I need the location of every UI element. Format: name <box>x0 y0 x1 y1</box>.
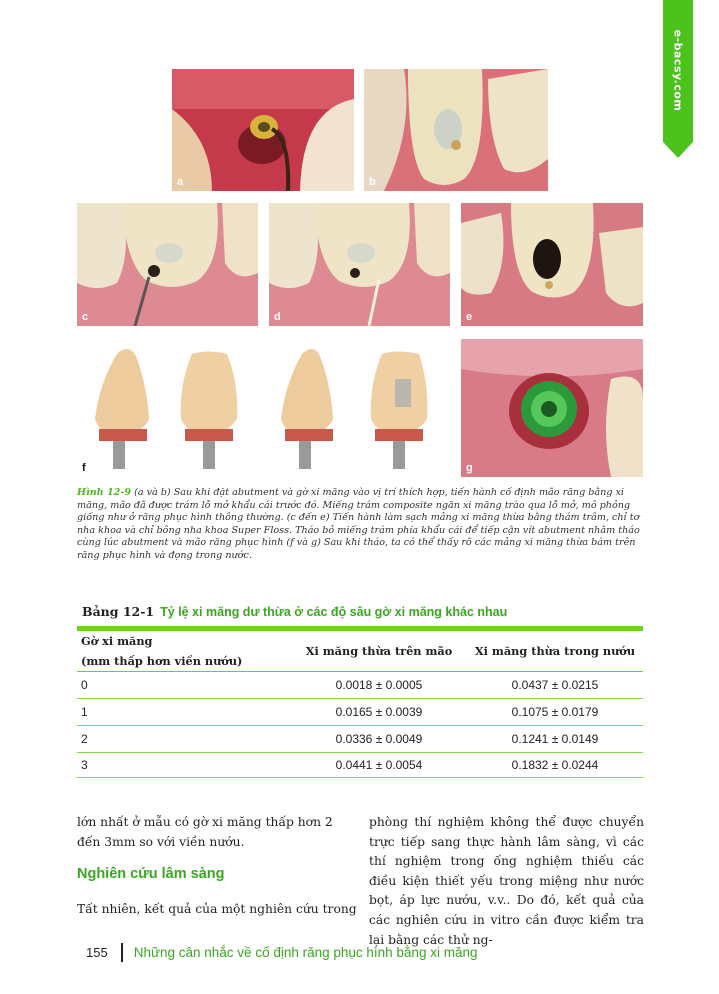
table-header-row <box>77 631 643 672</box>
table-row <box>77 672 643 699</box>
body-paragraph: Tất nhiên, kết quả của một nghiên cứu trong <box>77 902 357 916</box>
table-header-gingiva: Xi măng thừa trong nướu <box>474 644 636 658</box>
table-cell-depth: 1 <box>81 705 88 719</box>
table-cell-crown: 0.0165 ± 0.0039 <box>335 705 423 719</box>
body-left-column <box>77 813 359 852</box>
panel-letter-f: f <box>82 462 86 474</box>
table-row <box>77 753 643 778</box>
table-cell-crown: 0.0441 ± 0.0054 <box>335 758 423 772</box>
table-cell-depth: 2 <box>81 732 88 746</box>
body-paragraph: phòng thí nghiệm không thể được chuyển trực tiếp sang thực hành lâm sàng, vì các thí nghiệm trong ống nghiệm thiếu các điều kiện thiết yếu trong miệng như nước bọt, áp lực nướu, v.v.. Do đó, kết quả của các nghiên cứu in vitro cần được kiểm tra lại bằng các thử ng- <box>369 815 644 947</box>
figure-panel-f <box>77 339 449 477</box>
table-cell-crown: 0.0018 ± 0.0005 <box>335 678 423 692</box>
body-right-column <box>369 813 644 950</box>
figure-panel-c <box>77 203 258 326</box>
figure-caption <box>77 487 644 563</box>
panel-letter-b: b <box>369 176 376 188</box>
table-cell-depth: 0 <box>81 678 88 692</box>
table-row <box>77 726 643 753</box>
panel-letter-d: d <box>274 311 281 323</box>
table-cell-gingiva: 0.1075 ± 0.0179 <box>511 705 599 719</box>
panel-letter-g: g <box>466 462 473 474</box>
figure-panel-d <box>269 203 450 326</box>
table-cell-gingiva: 0.1241 ± 0.0149 <box>511 732 599 746</box>
body-paragraph: lớn nhất ở mẫu có gờ xi măng thấp hơn 2 đến 3mm so với viền nướu. <box>77 815 333 849</box>
figure-caption-label: Hình 12-9 <box>77 487 132 498</box>
running-title: Những cân nhắc về cố định răng phục hình bằng xi măng <box>133 944 478 960</box>
page-footer <box>86 942 477 962</box>
figure-panel-a <box>172 69 354 191</box>
panel-letter-c: c <box>82 311 89 323</box>
table-row <box>77 699 643 726</box>
footer-separator <box>121 943 123 962</box>
figure-caption-text: (a và b) Sau khi đặt abutment và gờ xi măng vào vị trí thích hợp, tiến hành cố định mão răng bằng xi măng, mão đã được trám lỗ mở khẩu cái trước đó. Miếng trám composite ngăn xi măng trào qua lỗ mở, mô phỏng giống như ở răng phục hình thông thường. (c đến e) Tiến hành làm sạch mảng xi măng thừa bằng thám trâm, chỉ tơ nha khoa và chỉ bông nha khoa Super Floss. Tháo bỏ miếng trám phía khẩu cái để tiếp cận vít abutment nhằm tháo cùng lúc abutment và mão răng phục hình (f và g) Sau khi tháo, ta có thể thấy rõ các mảng xi măng thừa bám trên răng phục hình và đọng trong nước. <box>77 487 640 561</box>
side-tab-label: e-bacsy.com <box>671 29 685 111</box>
figure-panel-g <box>461 339 643 477</box>
table-cell-crown: 0.0336 ± 0.0049 <box>335 732 423 746</box>
table-title <box>82 604 507 619</box>
section-heading: Nghiên cứu lâm sàng <box>77 866 225 882</box>
table-cell-gingiva: 0.0437 ± 0.0215 <box>511 678 599 692</box>
figure-panel-e <box>461 203 643 326</box>
figure-panel-b <box>364 69 548 191</box>
table-header-crown: Xi măng thừa trên mão <box>305 644 453 658</box>
table-header-depth: Gờ xi măng (mm thấp hơn viền nướu) <box>81 634 243 668</box>
panel-letter-e: e <box>466 311 473 323</box>
page-number: 155 <box>86 944 108 960</box>
table-cell-gingiva: 0.1832 ± 0.0244 <box>511 758 599 772</box>
table-number: Bảng 12-1 <box>82 604 155 619</box>
panel-letter-a: a <box>177 176 184 188</box>
table-title-text: Tỷ lệ xi măng dư thừa ở các độ sâu gờ xi măng khác nhau <box>160 605 508 619</box>
table-cell-depth: 3 <box>81 758 88 772</box>
